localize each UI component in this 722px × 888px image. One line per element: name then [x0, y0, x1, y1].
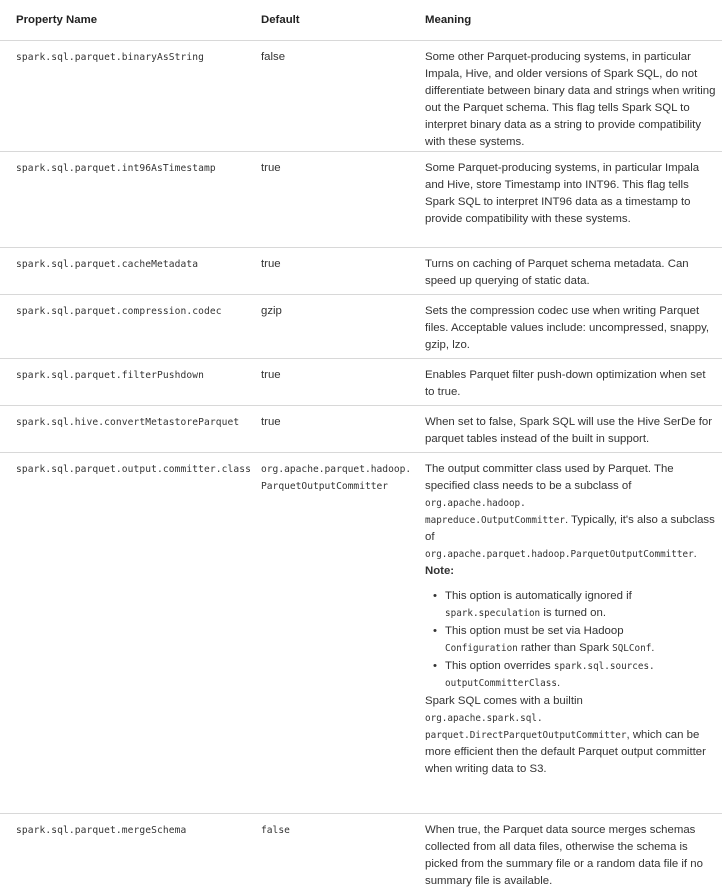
header-property-name: Property Name: [16, 13, 98, 26]
default-value: true: [261, 369, 281, 381]
property-name: spark.sql.parquet.mergeSchema: [16, 825, 187, 836]
table-row: [0, 452, 722, 813]
default-value: true: [261, 162, 281, 174]
table-row: [0, 294, 722, 358]
meaning-text: Sets the compression codec use when writing Parquet files. Acceptable values include: uncompressed, snappy, gzip, lzo.: [425, 305, 710, 351]
property-name: spark.sql.parquet.output.committer.class: [16, 464, 252, 475]
table-row: [0, 405, 722, 452]
default-value-line2: ParquetOutputCommitter: [261, 481, 389, 492]
property-name: spark.sql.parquet.int96AsTimestamp: [16, 163, 216, 174]
property-name: spark.sql.hive.convertMetastoreParquet: [16, 417, 240, 428]
table-row: [0, 151, 722, 247]
property-name: spark.sql.parquet.binaryAsString: [16, 52, 205, 63]
meaning-text: When set to false, Spark SQL will use the Hive SerDe for parquet tables instead of the built in support.: [425, 416, 712, 445]
meaning-text: Enables Parquet filter push-down optimization when set to true.: [425, 369, 706, 398]
meaning-text: Some Parquet-producing systems, in particular Impala and Hive, store Timestamp into INT96. This flag tells Spark SQL to interpret INT96 data as a timestamp to provide compatibility with these systems.: [425, 162, 700, 225]
meaning-text: When true, the Parquet data source merges schemas collected from all data files, otherwise the schema is picked from the summary file or a random data file if no summary file is available.: [425, 824, 703, 887]
default-value: true: [261, 258, 281, 270]
table-row: [0, 40, 722, 151]
meaning-text: The output committer class used by Parquet. The specified class needs to be a subclass of org.apache.hadoop. mapreduce.OutputCommitter. Typically, it's also a subclass of org.apache.parquet.hadoop.ParquetOutputCommitter. Note: • This option is automatically ignored if spark.speculation is turned on. • This option must be set via Hadoop Configuration rather than Spark SQLConf. • This option overrides spark.sql.sources. outputCommitterClass. Spark SQL comes with a builtin org.apache.spark.sql. parquet.DirectParquetOutputCommitter, which can be more efficient then the default Parquet output committer when writing data to S3.: [417, 453, 722, 813]
list-item: • This option overrides spark.sql.sources. outputCommitterClass.: [433, 658, 718, 692]
default-value: false: [261, 51, 286, 63]
table-row: [0, 358, 722, 405]
default-value-line1: org.apache.parquet.hadoop.: [261, 464, 412, 475]
header-meaning: Meaning: [425, 13, 472, 26]
list-item: • This option must be set via Hadoop Configuration rather than Spark SQLConf.: [433, 623, 718, 657]
note-list: [425, 588, 718, 692]
default-value: gzip: [261, 305, 282, 317]
table-row: [0, 813, 722, 888]
property-name: spark.sql.parquet.filterPushdown: [16, 370, 205, 381]
header-default: Default: [261, 13, 300, 26]
default-value: true: [261, 416, 281, 428]
table-header: [0, 0, 722, 40]
property-name: spark.sql.parquet.compression.codec: [16, 306, 222, 317]
meaning-text: Some other Parquet-producing systems, in particular Impala, Hive, and older versions of Spark SQL, do not differentiate between binary data and strings when writing out the Parquet schema. This flag tells Spark SQL to interpret binary data as a string to provide compatibility with these systems.: [425, 51, 716, 148]
meaning-text: Turns on caching of Parquet schema metadata. Can speed up querying of static data.: [425, 258, 689, 287]
note-label: Note:: [425, 565, 455, 577]
table-row: [0, 247, 722, 294]
default-value: false: [261, 825, 290, 836]
list-item: • This option is automatically ignored if spark.speculation is turned on.: [433, 588, 718, 622]
property-name: spark.sql.parquet.cacheMetadata: [16, 259, 199, 270]
